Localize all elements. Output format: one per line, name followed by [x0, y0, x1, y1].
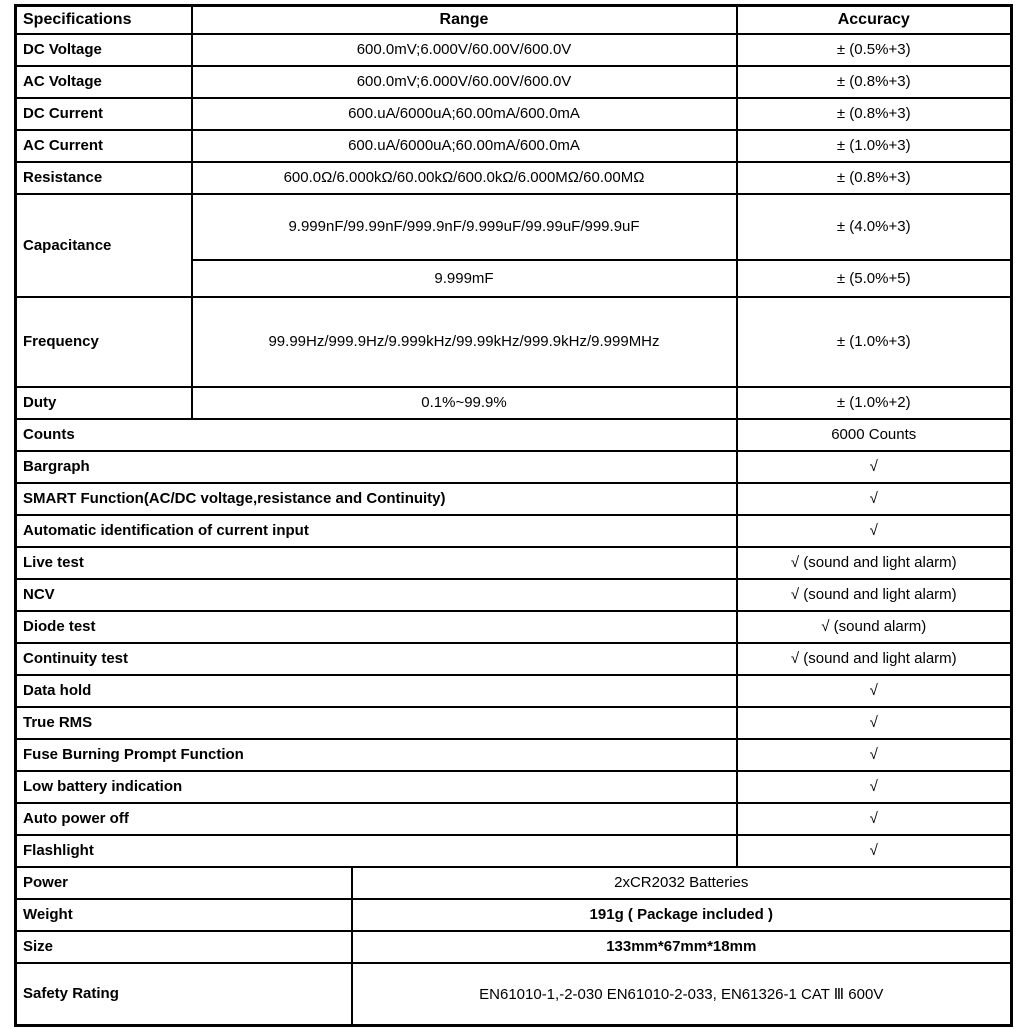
- feature-value-cell: √: [737, 707, 1012, 739]
- specifications-table: [14, 4, 1013, 1027]
- feature-value-cell: √: [737, 451, 1012, 483]
- accuracy-cell: ± (0.8%+3): [737, 66, 1012, 98]
- table-row-dc-current: [16, 98, 1012, 130]
- header-row: [16, 6, 1012, 34]
- table-row-duty: [16, 387, 1012, 419]
- feature-label-cell: Bargraph: [16, 451, 737, 483]
- accuracy-cell: ± (0.8%+3): [737, 162, 1012, 194]
- table-row-resistance: [16, 162, 1012, 194]
- table-row-ac-voltage: [16, 66, 1012, 98]
- feature-label-cell: SMART Function(AC/DC voltage,resistance and Continuity): [16, 483, 737, 515]
- header-accuracy: Accuracy: [737, 6, 1012, 34]
- feature-label-cell: Fuse Burning Prompt Function: [16, 739, 737, 771]
- general-label-cell: Size: [16, 931, 352, 963]
- general-value-cell: EN61010-1,-2-030 EN61010-2-033, EN61326-1 CAT Ⅲ 600V: [352, 963, 1012, 1026]
- table-row-ac-current: [16, 130, 1012, 162]
- accuracy-cell: ± (1.0%+2): [737, 387, 1012, 419]
- range-cell: 9.999mF: [192, 260, 737, 297]
- table-row-safety-rating: [16, 963, 1012, 1026]
- table-row-counts: [16, 419, 1012, 451]
- general-label-cell: Safety Rating: [16, 963, 352, 1026]
- table-row-weight: [16, 899, 1012, 931]
- table-row-flashlight: [16, 835, 1012, 867]
- feature-label-cell: Flashlight: [16, 835, 737, 867]
- header-specifications: Specifications: [16, 6, 192, 34]
- range-cell: 99.99Hz/999.9Hz/9.999kHz/99.99kHz/999.9kHz/9.999MHz: [192, 297, 737, 387]
- accuracy-cell: ± (4.0%+3): [737, 194, 1012, 260]
- spec-label-cell: Duty: [16, 387, 192, 419]
- general-label-cell: Weight: [16, 899, 352, 931]
- feature-value-cell: √: [737, 483, 1012, 515]
- table-row-smart-function: [16, 483, 1012, 515]
- table-row-continuity-test: [16, 643, 1012, 675]
- feature-label-cell: True RMS: [16, 707, 737, 739]
- general-value-cell: 133mm*67mm*18mm: [352, 931, 1012, 963]
- feature-label-cell: Live test: [16, 547, 737, 579]
- feature-value-cell: 6000 Counts: [737, 419, 1012, 451]
- spec-label-cell: Resistance: [16, 162, 192, 194]
- range-cell: 9.999nF/99.99nF/999.9nF/9.999uF/99.99uF/999.9uF: [192, 194, 737, 260]
- general-value-cell: 191g ( Package included ): [352, 899, 1012, 931]
- table-row-low-battery: [16, 771, 1012, 803]
- spec-label-cell: DC Voltage: [16, 34, 192, 66]
- feature-value-cell: √: [737, 803, 1012, 835]
- table-row-bargraph: [16, 451, 1012, 483]
- range-cell: 600.0Ω/6.000kΩ/60.00kΩ/600.0kΩ/6.000MΩ/60.00MΩ: [192, 162, 737, 194]
- feature-value-cell: √: [737, 771, 1012, 803]
- feature-value-cell: √: [737, 739, 1012, 771]
- spec-label-cell: DC Current: [16, 98, 192, 130]
- header-range: Range: [192, 6, 737, 34]
- range-cell: 600.0mV;6.000V/60.00V/600.0V: [192, 66, 737, 98]
- table-row-frequency: [16, 297, 1012, 387]
- table-row-data-hold: [16, 675, 1012, 707]
- spec-label-cell: AC Voltage: [16, 66, 192, 98]
- feature-label-cell: Data hold: [16, 675, 737, 707]
- feature-value-cell: √: [737, 675, 1012, 707]
- table-row-ncv: [16, 579, 1012, 611]
- table-row-size: [16, 931, 1012, 963]
- accuracy-cell: ± (1.0%+3): [737, 297, 1012, 387]
- feature-value-cell: √ (sound and light alarm): [737, 579, 1012, 611]
- range-cell: 600.0mV;6.000V/60.00V/600.0V: [192, 34, 737, 66]
- table-row-true-rms: [16, 707, 1012, 739]
- feature-value-cell: √: [737, 515, 1012, 547]
- feature-value-cell: √ (sound alarm): [737, 611, 1012, 643]
- spec-label-cell: AC Current: [16, 130, 192, 162]
- feature-label-cell: Auto power off: [16, 803, 737, 835]
- spec-label-cell: Frequency: [16, 297, 192, 387]
- table-row-capacitance-1: [16, 194, 1012, 260]
- feature-label-cell: Low battery indication: [16, 771, 737, 803]
- range-cell: 600.uA/6000uA;60.00mA/600.0mA: [192, 130, 737, 162]
- general-value-cell: 2xCR2032 Batteries: [352, 867, 1012, 899]
- range-cell: 0.1%~99.9%: [192, 387, 737, 419]
- accuracy-cell: ± (5.0%+5): [737, 260, 1012, 297]
- feature-label-cell: Automatic identification of current input: [16, 515, 737, 547]
- table-row-live-test: [16, 547, 1012, 579]
- feature-value-cell: √ (sound and light alarm): [737, 547, 1012, 579]
- general-label-cell: Power: [16, 867, 352, 899]
- accuracy-cell: ± (1.0%+3): [737, 130, 1012, 162]
- table-row-fuse-burning-prompt: [16, 739, 1012, 771]
- feature-label-cell: Counts: [16, 419, 737, 451]
- table-row-dc-voltage: [16, 34, 1012, 66]
- table-row-power: [16, 867, 1012, 899]
- feature-label-cell: Diode test: [16, 611, 737, 643]
- feature-value-cell: √ (sound and light alarm): [737, 643, 1012, 675]
- table-row-diode-test: [16, 611, 1012, 643]
- range-cell: 600.uA/6000uA;60.00mA/600.0mA: [192, 98, 737, 130]
- feature-value-cell: √: [737, 835, 1012, 867]
- accuracy-cell: ± (0.8%+3): [737, 98, 1012, 130]
- table-row-auto-power-off: [16, 803, 1012, 835]
- feature-label-cell: NCV: [16, 579, 737, 611]
- feature-label-cell: Continuity test: [16, 643, 737, 675]
- spec-label-cell: Capacitance: [16, 194, 192, 297]
- table-row-auto-identification: [16, 515, 1012, 547]
- accuracy-cell: ± (0.5%+3): [737, 34, 1012, 66]
